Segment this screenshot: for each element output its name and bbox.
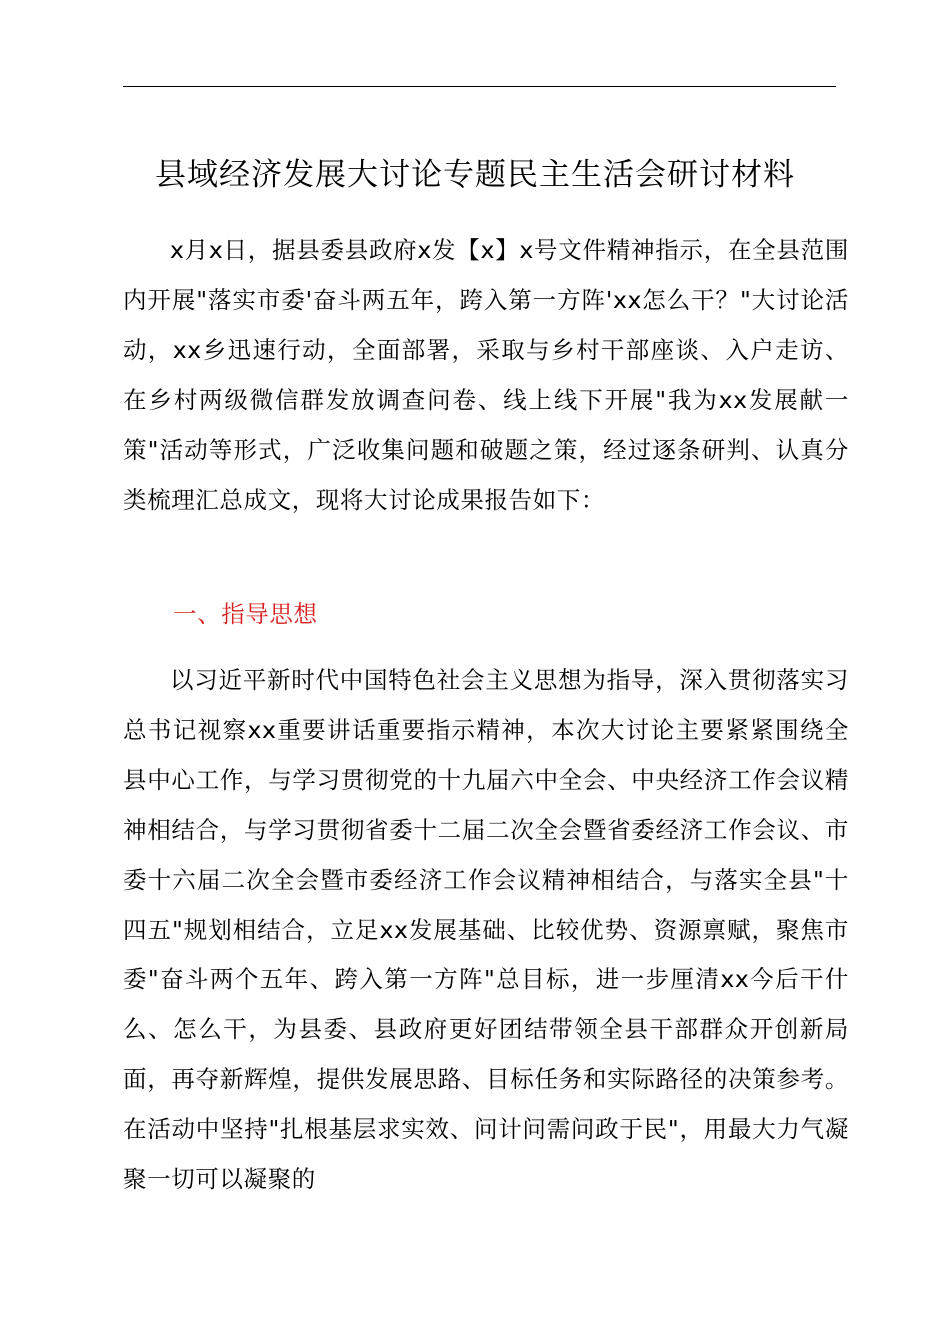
section-heading-guiding-ideology: 一、指导思想 (173, 600, 318, 628)
document-title: 县域经济发展大讨论专题民主生活会研讨材料 (155, 157, 795, 193)
header-rule (123, 86, 836, 87)
intro-paragraph: x月x日，据县委县政府x发【x】x号文件精神指示，在全县范围内开展"落实市委'奋斗两五年，跨入第一方阵'xx怎么干？"大讨论活动，xx乡迅速行动，全面部署，采取与乡村干部座谈、入户走访、在乡村两级微信群发放调查问卷、线上线下开展"我为xx发展献一策"活动等形式，广泛收集问题和破题之策，经过逐条研判、认真分类梳理汇总成文，现将大讨论成果报告如下： (123, 236, 849, 514)
section-paragraph-guiding-ideology: 以习近平新时代中国特色社会主义思想为指导，深入贯彻落实习总书记视察xx重要讲话重要指示精神，本次大讨论主要紧紧围绕全县中心工作，与学习贯彻党的十九届六中全会、中央经济工作会议精神相结合，与学习贯彻省委十二届二次全会暨省委经济工作会议、市委十六届二次全会暨市委经济工作会议精神相结合，与落实全县"十四五"规划相结合，立足xx发展基础、比较优势、资源禀赋，聚焦市委"奋斗两个五年、跨入第一方阵"总目标，进一步厘清xx今后干什么、怎么干，为县委、县政府更好团结带领全县干部群众开创新局面，再夺新辉煌，提供发展思路、目标任务和实际路径的决策参考。在活动中坚持"扎根基层求实效、问计问需问政于民"，用最大力气凝聚一切可以凝聚的 (123, 666, 849, 1194)
